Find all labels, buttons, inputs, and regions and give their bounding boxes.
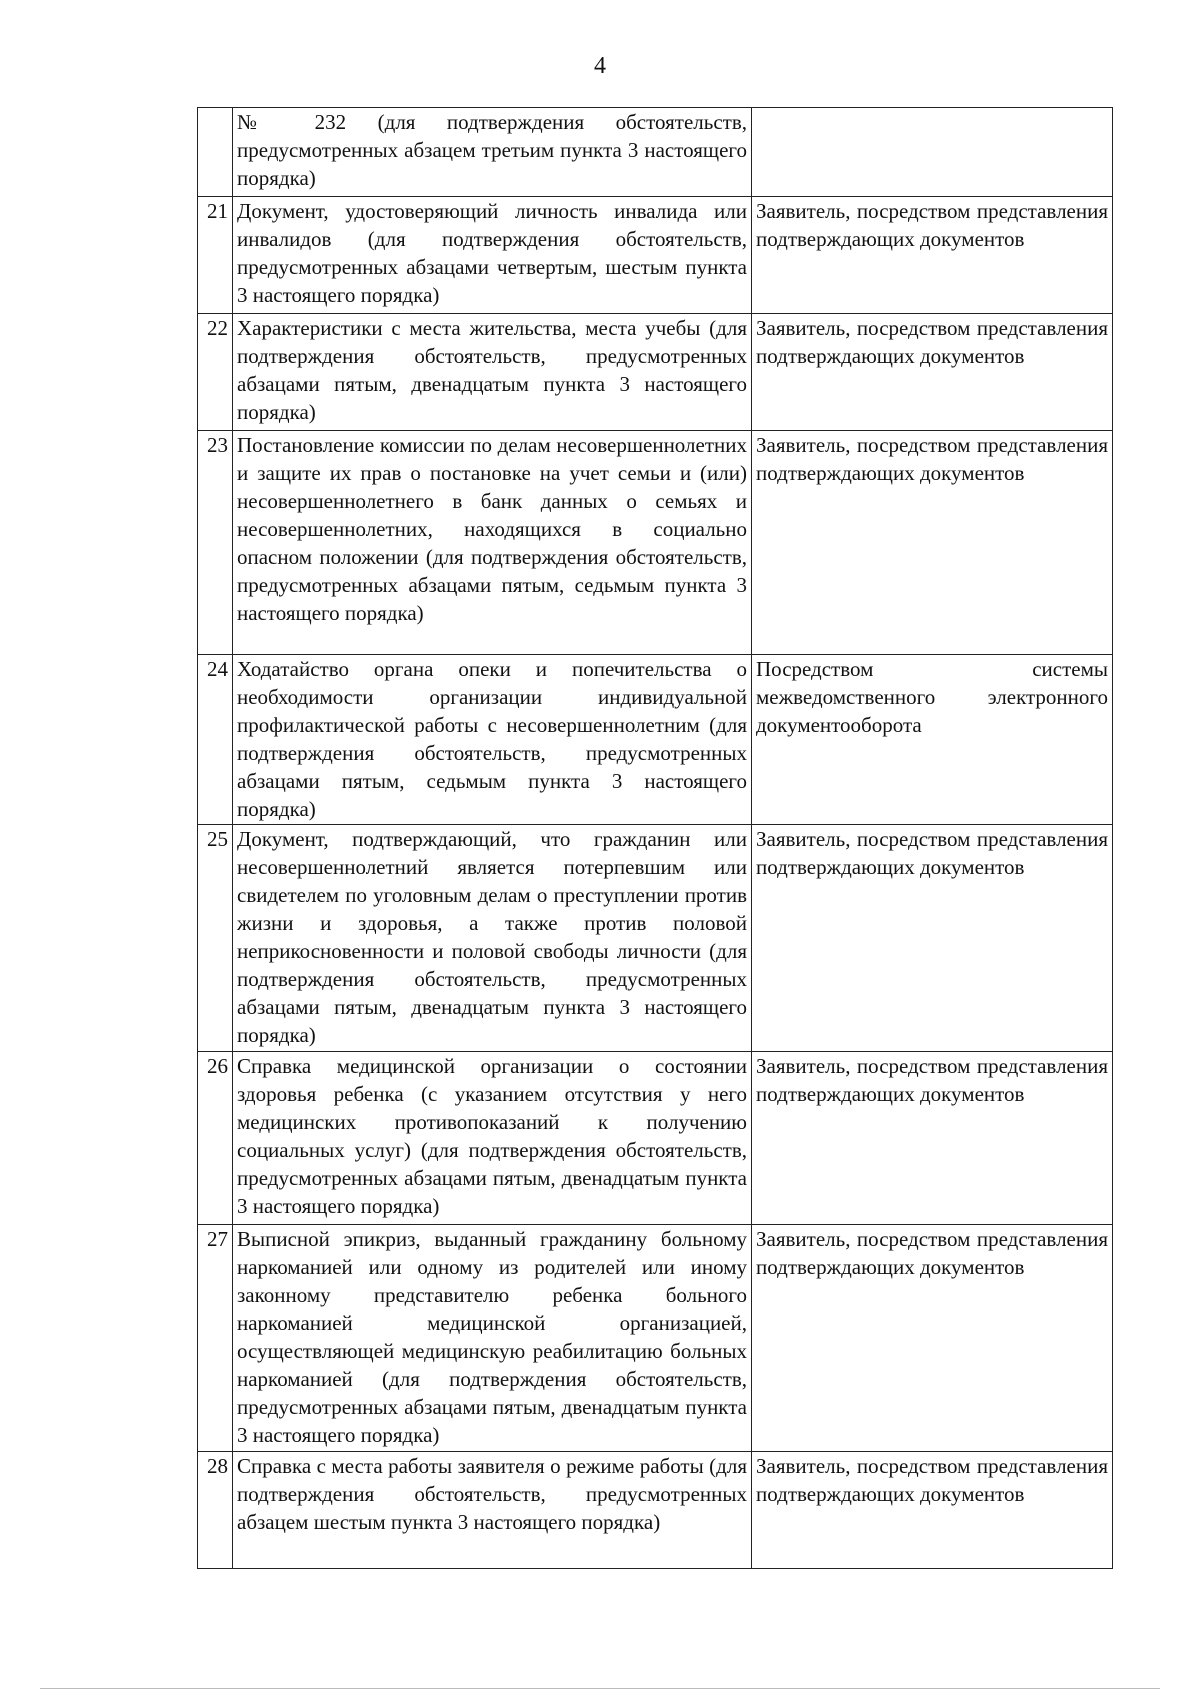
page-number: 4 <box>594 53 606 79</box>
row-number: 24 <box>198 655 233 825</box>
document-source <box>752 108 1113 197</box>
row-number <box>198 108 233 197</box>
table-row <box>198 1052 1113 1225</box>
table-row <box>198 108 1113 197</box>
document-name: Документ, удостоверяющий личность инвалида или инвалидов (для подтверждения обстоятельств, предусмотренных абзацами четвертым, шестым пункта 3 настоящего порядка) <box>233 197 752 314</box>
table-row <box>198 197 1113 314</box>
document-name: Документ, подтверждающий, что гражданин или несовершеннолетний является потерпевшим или свидетелем по уголовным делам о преступлении против жизни и здоровья, а также против половой неприкосновенности и половой свободы личности (для подтверждения обстоятельств, предусмотренных абзацами пятым, двенадцатым пункта 3 настоящего порядка) <box>233 825 752 1052</box>
table-row <box>198 431 1113 655</box>
row-number: 26 <box>198 1052 233 1225</box>
row-number: 22 <box>198 314 233 431</box>
document-source: Заявитель, посредством представления подтверждающих документов <box>752 431 1113 655</box>
document-source: Заявитель, посредством представления подтверждающих документов <box>752 1052 1113 1225</box>
page-bottom-divider <box>40 1688 1160 1689</box>
document-source: Заявитель, посредством представления подтверждающих документов <box>752 825 1113 1052</box>
document-name: Постановление комиссии по делам несовершеннолетних и защите их прав о постановке на учет семьи и (или) несовершеннолетнего в банк данных о семьях и несовершеннолетних, находящихся в социально опасном положении (для подтверждения обстоятельств, предусмотренных абзацами пятым, седьмым пункта 3 настоящего порядка) <box>233 431 752 655</box>
document-source: Заявитель, посредством представления подтверждающих документов <box>752 314 1113 431</box>
row-number: 23 <box>198 431 233 655</box>
document-name: Характеристики с места жительства, места учебы (для подтверждения обстоятельств, предусмотренных абзацами пятым, двенадцатым пункта 3 настоящего порядка) <box>233 314 752 431</box>
row-number: 21 <box>198 197 233 314</box>
table-row <box>198 655 1113 825</box>
document-source: Заявитель, посредством представления подтверждающих документов <box>752 1452 1113 1569</box>
documents-table <box>197 107 1113 1569</box>
document-source: Заявитель, посредством представления подтверждающих документов <box>752 1225 1113 1452</box>
table-row <box>198 1452 1113 1569</box>
document-source: Посредством системы межведомственного электронного документооборота <box>752 655 1113 825</box>
document-name: Выписной эпикриз, выданный гражданину больному наркоманией или одному из родителей или иному законному представителю ребенка больного наркоманией медицинской организацией, осуществляющей медицинскую реабилитацию больных наркоманией (для подтверждения обстоятельств, предусмотренных абзацами пятым, двенадцатым пункта 3 настоящего порядка) <box>233 1225 752 1452</box>
document-name: № 232 (для подтверждения обстоятельств, предусмотренных абзацем третьим пункта 3 настоящего порядка) <box>233 108 752 197</box>
table-row <box>198 1225 1113 1452</box>
row-number: 27 <box>198 1225 233 1452</box>
row-number: 25 <box>198 825 233 1052</box>
table-row <box>198 314 1113 431</box>
row-number: 28 <box>198 1452 233 1569</box>
document-name: Справка медицинской организации о состоянии здоровья ребенка (с указанием отсутствия у него медицинских противопоказаний к получению социальных услуг) (для подтверждения обстоятельств, предусмотренных абзацами пятым, двенадцатым пункта 3 настоящего порядка) <box>233 1052 752 1225</box>
document-source: Заявитель, посредством представления подтверждающих документов <box>752 197 1113 314</box>
table-row <box>198 825 1113 1052</box>
document-name: Ходатайство органа опеки и попечительства о необходимости организации индивидуальной профилактической работы с несовершеннолетним (для подтверждения обстоятельств, предусмотренных абзацами пятым, седьмым пункта 3 настоящего порядка) <box>233 655 752 825</box>
document-name: Справка с места работы заявителя о режиме работы (для подтверждения обстоятельств, предусмотренных абзацем шестым пункта 3 настоящего порядка) <box>233 1452 752 1569</box>
